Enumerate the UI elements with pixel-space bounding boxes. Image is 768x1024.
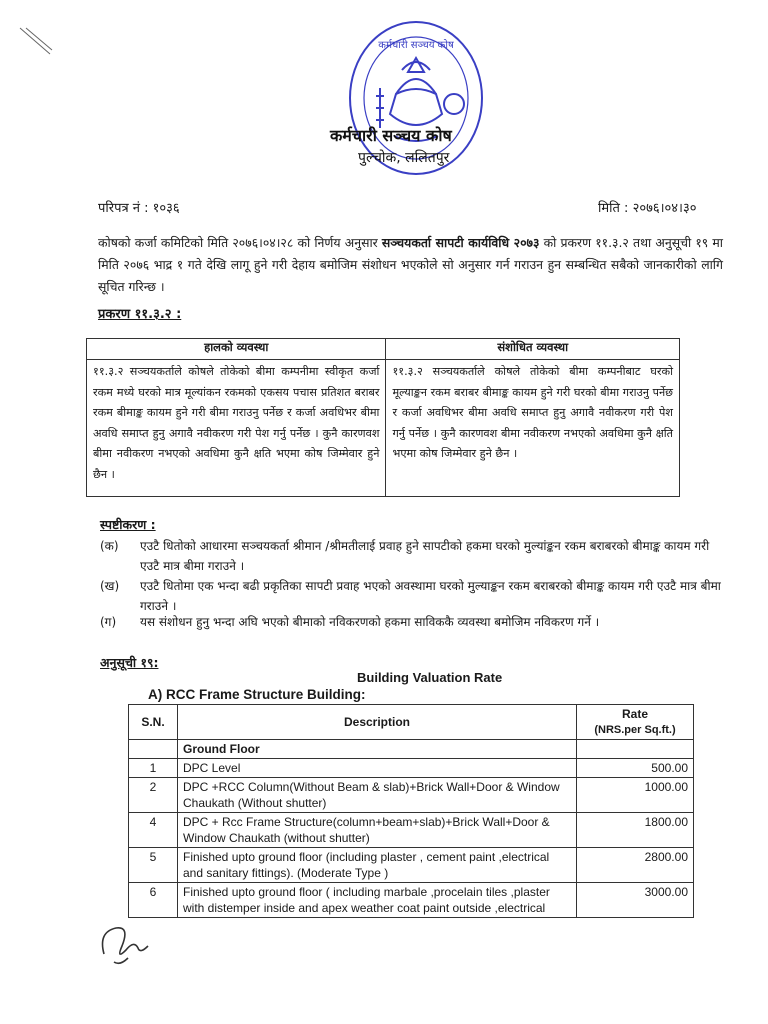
group-row	[129, 740, 694, 759]
current-provision-header: हालको व्यवस्था	[87, 339, 386, 360]
clarification-marker: (ग)	[100, 615, 117, 629]
rate-header-line1: Rate	[621, 707, 648, 721]
intro-text-after: को प्रकरण ११.३.२ तथा अनुसूची १९ मा मिति २०७६ भाद्र १ गते देखि लागू हुने गरी देहाय बमोजिम संशोधन भएकोले सो अनुसार गर्न गराउन हुन सम्बन्धित सबैको जानकारीको लागि सूचित गरिन्छ ।	[98, 235, 723, 294]
rate-header-row	[129, 705, 694, 740]
clarification-text: एउटै धितोमा एक भन्दा बढी प्रकृतिका सापटी प्रवाह भएको अवस्थामा घरको मुल्याङ्कन रकम बराबरको बीमाङ्क कायम गरी एउटै मात्र बीमा गराउने ।	[140, 579, 721, 613]
clarification-marker: (क)	[100, 539, 119, 553]
row-rate: 2800.00	[577, 848, 694, 883]
sn-header: S.N.	[129, 705, 178, 740]
table-row	[129, 778, 694, 813]
row-description: Finished upto ground floor ( including marbale ,procelain tiles ,plaster with distemper inside and apex weather coat paint outside ,electrical	[178, 883, 577, 918]
rate-header-line2: (NRS.per Sq.ft.)	[594, 724, 676, 736]
table-row	[129, 848, 694, 883]
row-sn: 5	[129, 848, 178, 883]
clarification-item	[100, 576, 725, 616]
clarification-item	[100, 612, 725, 632]
circular-number: परिपत्र नं : १०३६	[98, 201, 180, 216]
row-sn: 1	[129, 759, 178, 778]
table-row	[129, 883, 694, 918]
row-sn: 6	[129, 883, 178, 918]
row-description: DPC +RCC Column(Without Beam & slab)+Brick Wall+Door & Window Chaukath (Without shutter)	[178, 778, 577, 813]
group-label: Ground Floor	[178, 740, 577, 759]
revised-provision-text: ११.३.२ सञ्चयकर्ताले कोषले तोकेको बीमा कम्पनीबाट घरको मूल्याङ्कन रकम बराबर बीमाङ्क कायम हुने गरी घरको बीमा गराउनु पर्नेछ र कर्जा अवधिभर बीमा अवधि समाप्त हुनु अगावै नवीकरण गरी पेश गर्नु पर्नेछ । कुनै कारणवश बीमा नवीकरण नभएको अवधिमा कुनै क्षति भएमा कोष जिम्मेवार हुने छैन ।	[386, 360, 680, 497]
rate-header	[577, 705, 694, 740]
comparison-body-row	[87, 360, 680, 497]
valuation-rate-table	[128, 704, 694, 918]
row-rate: 1000.00	[577, 778, 694, 813]
comparison-table	[86, 338, 680, 497]
row-rate: 3000.00	[577, 883, 694, 918]
row-sn: 2	[129, 778, 178, 813]
organization-address: पुल्चोक, ललितपुर	[358, 150, 450, 166]
clarification-text: एउटै धितोको आधारमा सञ्चयकर्ता श्रीमान /श्रीमतीलाई प्रवाह हुने सापटीको हकमा घरको मुल्यांङ्कन रकम बराबरको बीमाङ्क कायम गरी एउटै मात्र बीमा गराउने ।	[140, 539, 710, 573]
table-row	[129, 813, 694, 848]
clarification-text: यस संशोधन हुनु भन्दा अघि भएको बीमाको नविकरणको हकमा साविककै व्यवस्था बमोजिम नविकरण गर्ने ।	[140, 615, 600, 629]
svg-text:कर्मचारी सञ्चय कोष: कर्मचारी सञ्चय कोष	[378, 40, 454, 51]
circular-date: मिति : २०७६।०४।३०	[598, 201, 697, 216]
clarification-marker: (ख)	[100, 579, 120, 593]
annex-heading: अनुसूची १९:	[100, 655, 159, 670]
row-rate: 1800.00	[577, 813, 694, 848]
section-heading: प्रकरण ११.३.२ :	[98, 307, 182, 322]
handwritten-signature	[96, 914, 156, 970]
intro-text-before: कोषको कर्जा कमिटिको मिति २०७६।०४।२८ को निर्णय अनुसार	[98, 235, 382, 250]
annex-title: Building Valuation Rate	[357, 670, 503, 685]
revised-provision-header: संशोधित व्यवस्था	[386, 339, 680, 360]
row-description: DPC Level	[178, 759, 577, 778]
table-row	[129, 759, 694, 778]
intro-bold-title: सञ्चयकर्ता सापटी कार्यविधि २०७३	[381, 235, 540, 250]
row-sn: 4	[129, 813, 178, 848]
intro-paragraph	[98, 232, 723, 298]
current-provision-text: ११.३.२ सञ्चयकर्ताले कोषले तोकेको बीमा कम्पनीमा स्वीकृत कर्जा रकम मध्ये घरको मात्र मूल्यांकन रकमको एकसय पचास प्रतिशत बराबर रकम बीमाङ्क कायम हुने गरी बीमा गराउनु पर्नेछ र कर्जा अवधिभर बीमा अवधि समाप्त हुनु अगावै नवीकरण गरी पेश गर्नु पर्नेछ । कुनै कारणवश बीमा नवीकरण नभएको अवधिमा कुनै क्षति भएमा कोष जिम्मेवार हुने छैन ।	[87, 360, 386, 497]
organization-name: कर्मचारी सञ्चय कोष	[330, 126, 452, 145]
comparison-header-row	[87, 339, 680, 360]
clarification-heading: स्पष्टीकरण :	[100, 517, 156, 532]
pen-mark	[16, 24, 56, 58]
description-header: Description	[178, 705, 577, 740]
row-rate: 500.00	[577, 759, 694, 778]
clarification-item	[100, 536, 725, 576]
annex-subtitle: A) RCC Frame Structure Building:	[148, 687, 366, 702]
row-description: DPC + Rcc Frame Structure(column+beam+slab)+Brick Wall+Door & Window Chaukath (without shutter)	[178, 813, 577, 848]
row-description: Finished upto ground floor (including plaster , cement paint ,electrical and sanitary fittings). (Moderate Type )	[178, 848, 577, 883]
